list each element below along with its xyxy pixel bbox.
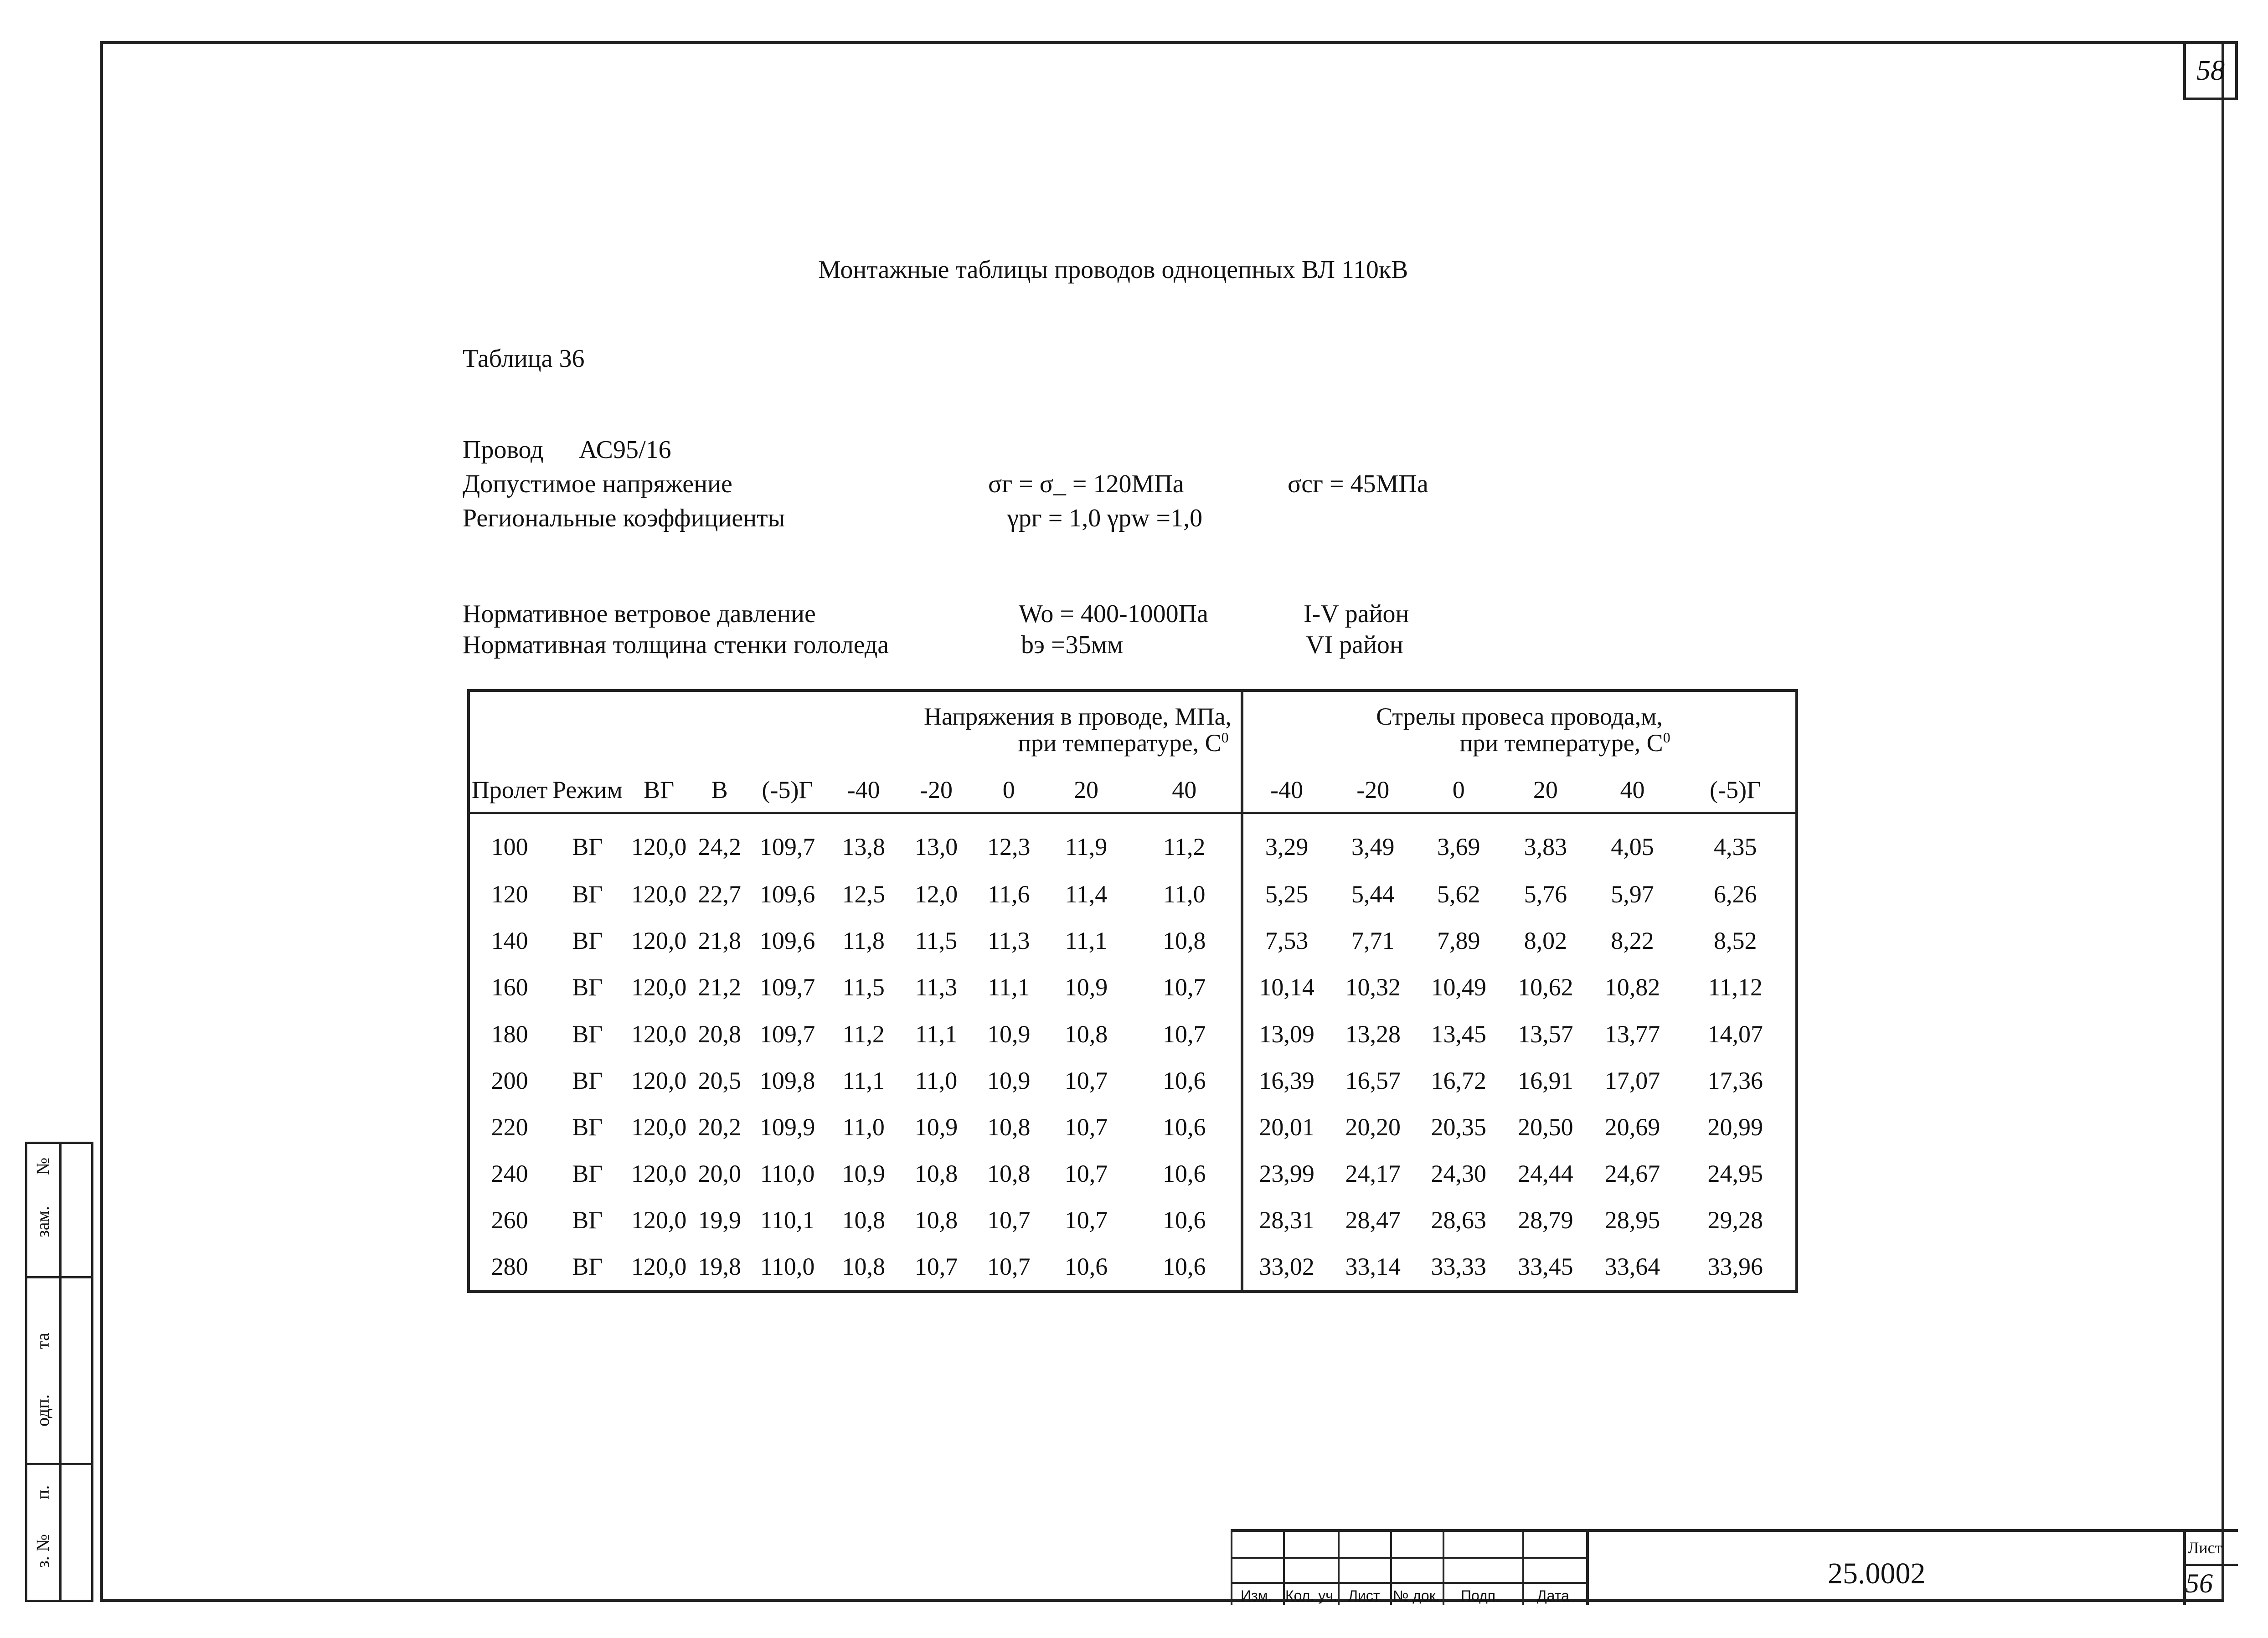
table-cell: 20,2 [698, 1113, 741, 1141]
table-cell: 21,8 [698, 927, 741, 955]
sheet-label: Лист [2188, 1539, 2222, 1557]
table-cell: ВГ [572, 1253, 603, 1281]
stamp-text-podp: одп. [32, 1394, 53, 1427]
table-cell: 20,8 [698, 1020, 741, 1048]
table-cell: 11,4 [1065, 881, 1108, 908]
table-cell: 13,45 [1431, 1020, 1487, 1048]
column-header: 20 [1501, 768, 1589, 813]
table-cell: 11,8 [842, 927, 885, 955]
table-cell: 10,6 [1162, 1253, 1206, 1281]
table-cell: 220 [491, 1113, 528, 1141]
table-cell: 8,02 [1524, 927, 1567, 955]
column-header: -20 [1330, 768, 1416, 813]
table-cell: 10,6 [1162, 1159, 1206, 1187]
degree-sup: 0 [1663, 729, 1670, 746]
table-cell: 10,7 [1064, 1206, 1108, 1234]
table-cell: 120,0 [631, 1066, 687, 1094]
rev-label-izm: Изм. [1241, 1587, 1272, 1604]
stamp-text-no: № [32, 1157, 53, 1175]
document-code: 25.0002 [1828, 1557, 1926, 1590]
table-row [469, 1057, 1797, 1104]
corner-sheet-number: 58 [2183, 41, 2238, 100]
table-row [469, 1243, 1797, 1290]
table-row [469, 813, 1797, 871]
table-cell: 120,0 [631, 1253, 687, 1281]
table-bottom-space [469, 1290, 1797, 1292]
table-cell: 20,69 [1604, 1113, 1660, 1141]
table-cell: 109,7 [759, 833, 815, 860]
table-cell: 13,77 [1604, 1020, 1660, 1048]
table-cell: 13,0 [914, 833, 958, 860]
column-header: -40 [1242, 768, 1330, 813]
table-cell: 20,01 [1242, 1104, 1330, 1150]
table-cell: 5,76 [1524, 881, 1567, 908]
table-cell: 11,2 [842, 1020, 885, 1048]
table-cell: 10,9 [914, 1113, 958, 1141]
table-cell: 7,71 [1351, 927, 1395, 955]
degree-sup: 0 [1221, 729, 1229, 746]
table-cell: 10,8 [842, 1253, 885, 1281]
table-cell: 12,5 [842, 881, 885, 908]
table-cell: 14,07 [1707, 1020, 1763, 1048]
table-cell: 3,83 [1524, 833, 1567, 860]
table-cell: 23,99 [1242, 1150, 1330, 1197]
table-cell: 109,8 [759, 1066, 815, 1094]
table-cell: 120,0 [631, 1020, 687, 1048]
column-header: 40 [1128, 768, 1242, 813]
table-cell: 120,0 [631, 927, 687, 955]
table-cell: 11,6 [988, 881, 1030, 908]
table-cell: 4,05 [1611, 833, 1654, 860]
table-row [469, 871, 1797, 917]
table-cell: ВГ [572, 833, 603, 860]
table-cell: 8,22 [1611, 927, 1654, 955]
table-cell: 120,0 [631, 881, 687, 908]
stress-value: σг = σ_ = 120МПа [988, 470, 1184, 498]
table-cell: 120 [491, 881, 528, 908]
stress-label: Допустимое напряжение [463, 470, 732, 498]
wind-region: I-V район [1304, 600, 1409, 628]
table-cell: ВГ [572, 974, 603, 1001]
sag-group-header [1242, 690, 1797, 768]
table-cell: 24,44 [1518, 1159, 1573, 1187]
table-cell: 33,02 [1242, 1243, 1330, 1290]
table-cell: 109,6 [759, 927, 815, 955]
table-cell: 10,6 [1064, 1253, 1108, 1281]
table-cell: 33,45 [1518, 1253, 1573, 1281]
table-cell: 20,20 [1345, 1113, 1401, 1141]
table-cell: 13,8 [842, 833, 885, 860]
stamp-text-z-no: з. № [32, 1534, 53, 1568]
table-cell: 110,1 [760, 1206, 815, 1234]
table-cell: 5,62 [1437, 881, 1480, 908]
stamp-text-p: п. [32, 1485, 53, 1499]
table-cell: 11,0 [1163, 881, 1206, 908]
table-cell: 10,8 [1064, 1020, 1108, 1048]
wire-value: АС95/16 [579, 436, 671, 464]
table-cell: ВГ [572, 1113, 603, 1141]
column-header: (-5)Г [1675, 768, 1797, 813]
table-cell: 29,28 [1707, 1206, 1763, 1234]
table-cell: 24,17 [1345, 1159, 1401, 1187]
stress-group-line1: Напряжения в проводе, МПа, [923, 703, 1232, 731]
table-row [469, 917, 1797, 964]
table-cell: 11,3 [988, 927, 1030, 955]
table-cell: 10,8 [987, 1159, 1031, 1187]
table-cell: 24,67 [1604, 1159, 1660, 1187]
table-cell: 5,25 [1242, 871, 1330, 917]
table-cell: 24,30 [1431, 1159, 1487, 1187]
table-cell: 10,9 [987, 1066, 1031, 1094]
table-cell: 33,96 [1707, 1253, 1763, 1281]
stress-group-line2: при температуре, С [1018, 729, 1222, 757]
table-cell: 7,89 [1437, 927, 1480, 955]
table-cell: 21,2 [698, 974, 741, 1001]
revision-grid [1231, 1532, 1586, 1605]
column-header: Пролет [469, 768, 549, 813]
table-cell: 16,57 [1345, 1066, 1401, 1094]
table-cell: 109,9 [759, 1113, 815, 1141]
table-cell: 10,7 [1162, 974, 1206, 1001]
stress-group-header [469, 690, 1242, 768]
column-header: 0 [1416, 768, 1501, 813]
table-cell: 24,95 [1707, 1159, 1763, 1187]
table-cell: 5,97 [1611, 881, 1654, 908]
table-cell: ВГ [572, 1206, 603, 1234]
column-header: В [692, 768, 747, 813]
table-cell: ВГ [572, 1066, 603, 1094]
margin-stamp [25, 1142, 93, 1602]
table-cell: 16,72 [1431, 1066, 1487, 1094]
table-cell: 11,0 [915, 1066, 958, 1094]
table-cell: ВГ [572, 927, 603, 955]
table-cell: 109,7 [759, 1020, 815, 1048]
table-cell: 180 [491, 1020, 528, 1048]
table-cell: 200 [491, 1066, 528, 1094]
rev-label-kol-uch: Кол. уч. [1285, 1587, 1337, 1604]
coefficients-label: Региональные коэффициенты [463, 504, 785, 532]
table-cell: 3,69 [1437, 833, 1480, 860]
table-cell: 11,1 [842, 1066, 885, 1094]
table-cell: 16,39 [1242, 1057, 1330, 1104]
table-number: Таблица 36 [463, 345, 585, 373]
table-cell: 120,0 [631, 1206, 687, 1234]
table-cell: ВГ [572, 1020, 603, 1048]
table-cell: 100 [491, 833, 528, 860]
table-cell: 10,62 [1518, 974, 1573, 1001]
wire-label: Провод [463, 436, 544, 464]
table-cell: 10,8 [1162, 927, 1206, 955]
table-row [469, 1150, 1797, 1197]
column-header: -20 [899, 768, 973, 813]
coefficients-value: γpг = 1,0 γpw =1,0 [1007, 504, 1203, 532]
table-cell: 3,49 [1351, 833, 1395, 860]
ice-region: VI район [1306, 631, 1403, 659]
table-cell: 10,6 [1162, 1206, 1206, 1234]
stamp-text-ta: та [32, 1333, 53, 1349]
table-cell: 11,1 [1065, 927, 1108, 955]
table-cell: 10,49 [1431, 974, 1487, 1001]
table-cell: 11,2 [1163, 833, 1206, 860]
table-cell: 8,52 [1714, 927, 1757, 955]
table-cell: 20,5 [698, 1066, 741, 1094]
table-cell: 33,14 [1345, 1253, 1401, 1281]
rev-label-date: Дата [1537, 1587, 1569, 1604]
table-cell: 11,0 [842, 1113, 885, 1141]
table-cell: 10,7 [1064, 1113, 1108, 1141]
table-cell: 28,47 [1345, 1206, 1401, 1234]
table-cell: 28,95 [1604, 1206, 1660, 1234]
table-cell: ВГ [572, 1159, 603, 1187]
table-cell: 240 [491, 1159, 528, 1187]
table-cell: 11,5 [915, 927, 958, 955]
table-cell: 11,5 [842, 974, 885, 1001]
sheet-number: 56 [2186, 1568, 2213, 1598]
table-cell: 11,1 [988, 974, 1030, 1001]
column-header-row [469, 768, 1797, 813]
stress-avg-value: σсг = 45МПа [1288, 470, 1428, 498]
table-cell: 110,0 [760, 1159, 815, 1187]
table-cell: 22,7 [698, 881, 741, 908]
table-cell: 20,0 [698, 1159, 741, 1187]
table-cell: 10,82 [1604, 974, 1660, 1001]
column-header: 20 [1045, 768, 1128, 813]
table-cell: 20,50 [1518, 1113, 1573, 1141]
table-cell: 19,9 [698, 1206, 741, 1234]
table-cell: 28,79 [1518, 1206, 1573, 1234]
wind-pressure-value: Wo = 400-1000Па [1019, 600, 1208, 628]
ice-thickness-value: bэ =35мм [1021, 631, 1124, 659]
table-cell: 33,64 [1604, 1253, 1660, 1281]
stamp-text-zam: зам. [32, 1206, 53, 1237]
table-cell: 10,7 [1162, 1020, 1206, 1048]
table-row [469, 1197, 1797, 1243]
table-cell: 33,33 [1431, 1253, 1487, 1281]
table-cell: 10,8 [987, 1113, 1031, 1141]
table-cell: 3,29 [1242, 813, 1330, 871]
table-cell: 7,53 [1242, 917, 1330, 964]
table-cell: 109,6 [759, 881, 815, 908]
table-cell: 5,44 [1351, 881, 1395, 908]
table-cell: 13,09 [1242, 1011, 1330, 1057]
table-cell: 11,9 [1065, 833, 1108, 860]
rev-label-sign: Подп. [1461, 1587, 1500, 1604]
table-cell: 109,7 [759, 974, 815, 1001]
table-cell: 28,63 [1431, 1206, 1487, 1234]
table-cell: 10,8 [914, 1159, 958, 1187]
table-cell: 120,0 [631, 833, 687, 860]
table-row [469, 1011, 1797, 1057]
column-header: (-5)Г [747, 768, 828, 813]
table-cell: 6,26 [1714, 881, 1757, 908]
table-cell: 28,31 [1242, 1197, 1330, 1243]
table-cell: 10,9 [1064, 974, 1108, 1001]
table-cell: 10,9 [987, 1020, 1031, 1048]
wind-pressure-label: Нормативное ветровое давление [463, 600, 816, 628]
rev-label-list: Лист [1348, 1587, 1380, 1604]
table-cell: 160 [491, 974, 528, 1001]
table-row [469, 964, 1797, 1010]
title-block [1231, 1529, 2238, 1605]
table-cell: 260 [491, 1206, 528, 1234]
column-header: ВГ [625, 768, 692, 813]
table-cell: 10,32 [1345, 974, 1401, 1001]
table-cell: 24,2 [698, 833, 741, 860]
table-cell: 12,0 [914, 881, 958, 908]
table-cell: 10,14 [1242, 964, 1330, 1010]
table-cell: 10,6 [1162, 1113, 1206, 1141]
column-header: 40 [1590, 768, 1675, 813]
table-cell: 10,7 [987, 1253, 1031, 1281]
page-title: Монтажные таблицы проводов одноцепных ВЛ 110кВ [818, 256, 1408, 284]
table-cell: 19,8 [698, 1253, 741, 1281]
table-cell: 120,0 [631, 974, 687, 1001]
table-cell: ВГ [572, 881, 603, 908]
table-cell: 120,0 [631, 1159, 687, 1187]
table-cell: 10,7 [1064, 1159, 1108, 1187]
table-cell: 20,99 [1707, 1113, 1763, 1141]
sag-group-line2: при температуре, С [1459, 729, 1663, 757]
table-cell: 10,8 [914, 1206, 958, 1234]
table-cell: 10,7 [914, 1253, 958, 1281]
table-cell: 11,1 [915, 1020, 958, 1048]
table-cell: 13,57 [1518, 1020, 1573, 1048]
table-cell: 10,7 [1064, 1066, 1108, 1094]
table-cell: 140 [491, 927, 528, 955]
table-cell: 10,9 [842, 1159, 885, 1187]
column-header: -40 [828, 768, 899, 813]
table-cell: 10,8 [842, 1206, 885, 1234]
sag-group-line1: Стрелы провеса провода,м, [1376, 703, 1663, 731]
column-header: 0 [973, 768, 1045, 813]
table-row [469, 1104, 1797, 1150]
table-cell: 4,35 [1714, 833, 1757, 860]
table-cell: 16,91 [1518, 1066, 1573, 1094]
table-cell: 11,12 [1708, 974, 1763, 1001]
table-cell: 17,36 [1707, 1066, 1763, 1094]
table-cell: 13,28 [1345, 1020, 1401, 1048]
table-cell: 120,0 [631, 1113, 687, 1141]
table-cell: 11,3 [915, 974, 958, 1001]
table-cell: 20,35 [1431, 1113, 1487, 1141]
table-cell: 17,07 [1604, 1066, 1660, 1094]
mounting-table [467, 689, 1798, 1293]
table-cell: 280 [491, 1253, 528, 1281]
column-header: Режим [549, 768, 625, 813]
table-cell: 110,0 [760, 1253, 815, 1281]
ice-thickness-label: Нормативная толщина стенки гололеда [463, 631, 889, 659]
rev-label-doc-no: № док. [1393, 1587, 1440, 1604]
table-cell: 10,7 [987, 1206, 1031, 1234]
table-cell: 12,3 [987, 833, 1031, 860]
table-cell: 10,6 [1162, 1066, 1206, 1094]
